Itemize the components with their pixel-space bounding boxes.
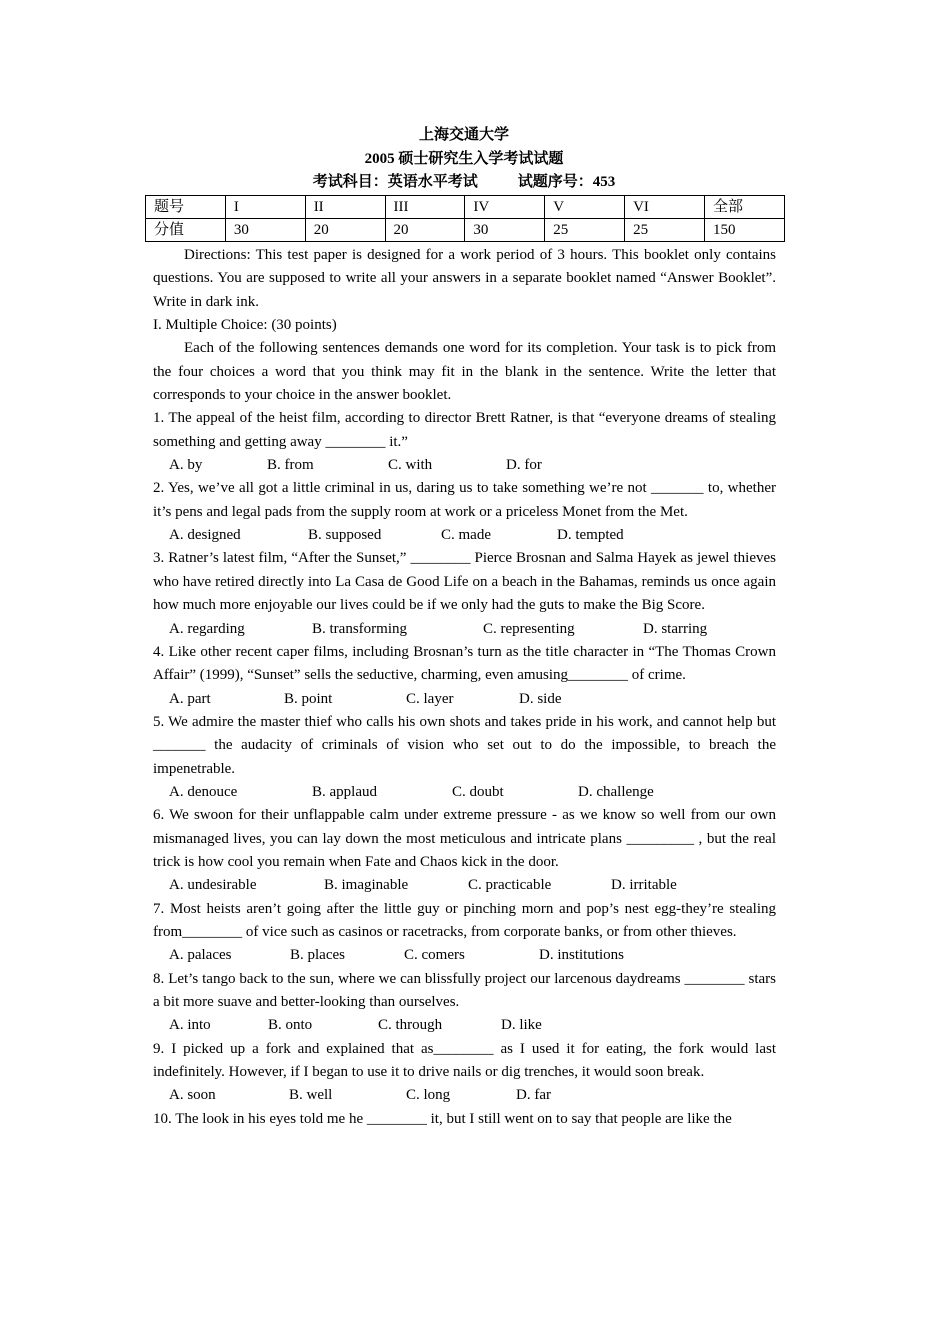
exam-serial: 试题序号：453 [517, 174, 616, 190]
option: C. with [388, 457, 433, 474]
exam-subject: 考试科目：英语水平考试 [312, 174, 478, 190]
question-8: 8. Let’s tango back to the sun, where we can blissfully project our larcenous daydreams ________ stars a bit more suave and better-looking than ourselves. [153, 970, 776, 1010]
option: C. long [406, 1087, 451, 1104]
options-7 [153, 944, 776, 967]
options-1 [153, 454, 776, 477]
option: B. transforming [312, 620, 407, 637]
question-6: 6. We swoon for their unflappable calm under extreme pressure - as we know so well from our own mismanaged lives, you can lay down the most meticulous and intricate plans _________ , but the real trick is how cool you remain when Fate and Chaos kick in the door. [153, 807, 776, 870]
table-cell: 分值 [146, 219, 226, 242]
option: D. for [506, 457, 542, 474]
score-table-value-row [146, 219, 785, 242]
table-cell: 题号 [146, 196, 226, 219]
question-3: 3. Ratner’s latest film, “After the Sunset,” ________ Pierce Brosnan and Salma Hayek as jewel thieves who have retired directly into La Casa de Good Life on a beach in the Bahamas, reminds us once again how much more enjoyable our lives could be if we only had the guts to make the Big Score. [153, 550, 776, 614]
table-cell: 25 [545, 219, 625, 242]
option: A. palaces [169, 947, 232, 964]
option: B. from [267, 457, 314, 474]
table-cell: 25 [625, 219, 705, 242]
option: D. starring [643, 620, 708, 637]
exam-subject-line [0, 171, 928, 194]
option: C. made [441, 527, 491, 544]
option: A. soon [169, 1087, 216, 1104]
table-cell: VI [625, 196, 705, 219]
option: C. through [378, 1017, 443, 1034]
option: D. far [516, 1087, 551, 1104]
option: B. point [284, 690, 333, 707]
option: A. into [169, 1017, 211, 1034]
university-name: 上海交通大学 [418, 127, 509, 143]
option: B. places [290, 947, 345, 964]
table-cell: 全部 [704, 196, 784, 219]
option: B. applaud [312, 783, 377, 800]
table-cell: III [385, 196, 465, 219]
options-4 [153, 688, 776, 711]
option: D. irritable [611, 877, 677, 894]
option: C. representing [483, 620, 575, 637]
options-6 [153, 874, 776, 897]
table-cell: II [305, 196, 385, 219]
question-1: 1. The appeal of the heist film, according to director Brett Ratner, is that “everyone dreams of stealing something and getting away ________ it.” [153, 410, 776, 450]
option: C. practicable [468, 877, 552, 894]
exam-body [153, 244, 776, 1131]
table-cell: 20 [385, 219, 465, 242]
table-cell: IV [465, 196, 545, 219]
table-cell: V [545, 196, 625, 219]
option: D. challenge [578, 783, 654, 800]
table-cell: 20 [305, 219, 385, 242]
option: A. part [169, 690, 211, 707]
question-5: 5. We admire the master thief who calls his own shots and takes pride in his work, and cannot help but _______ the audacity of criminals of vision who set out to do the impossible, to breach the impenetrable. [153, 713, 776, 777]
option: A. undesirable [169, 877, 257, 894]
options-5 [153, 781, 776, 804]
options-3 [153, 618, 776, 641]
option: A. designed [169, 527, 241, 544]
option: B. onto [268, 1017, 313, 1034]
table-cell: I [225, 196, 305, 219]
options-9 [153, 1084, 776, 1107]
option: A. denouce [169, 783, 238, 800]
question-2: 2. Yes, we’ve all got a little criminal in us, daring us to take something we’re not _______ to, whether it’s pens and legal pads from the supply room at work or a priceless Monet from the Met. [153, 480, 776, 520]
option: C. comers [404, 947, 465, 964]
table-cell: 30 [225, 219, 305, 242]
options-2 [153, 524, 776, 547]
option: D. tempted [557, 527, 624, 544]
table-cell: 30 [465, 219, 545, 242]
exam-title: 2005 硕士研究生入学考试试题 [364, 151, 564, 167]
option: A. regarding [169, 620, 245, 637]
options-8 [153, 1014, 776, 1037]
option: D. institutions [539, 947, 625, 964]
option: B. imaginable [324, 877, 409, 894]
score-table [145, 195, 785, 242]
score-table-header-row [146, 196, 785, 219]
directions-paragraph: Directions: This test paper is designed for a work period of 3 hours. This booklet only contains questions. You are supposed to write all your answers in a separate booklet named “Answer Booklet”. Write in dark ink. [153, 247, 776, 310]
question-9: 9. I picked up a fork and explained that as________ as I used it for eating, the fork would last indefinitely. However, if I began to use it to drive nails or dig trenches, it would soon break. [153, 1040, 776, 1081]
section-instructions: Each of the following sentences demands one word for its completion. Your task is to pick from the four choices a word that you think may fit in the blank in the sentence. Write the letter that corresponds to your choice in the answer booklet. [153, 340, 776, 404]
section-title: I. Multiple Choice: (30 points) [153, 317, 337, 334]
option: B. supposed [308, 527, 382, 544]
question-7: 7. Most heists aren’t going after the little guy or pinching morn and pop’s nest egg-they’re stealing from________ of vice such as casinos or racetracks, from corporate banks, or from other thieves. [153, 900, 776, 940]
table-cell: 150 [704, 219, 784, 242]
option: A. by [169, 457, 203, 474]
option: B. well [289, 1087, 333, 1104]
option: D. side [519, 690, 562, 707]
question-10: 10. The look in his eyes told me he ________ it, but I still went on to say that people are like the [153, 1110, 732, 1127]
option: D. like [501, 1017, 542, 1034]
option: C. doubt [452, 783, 504, 800]
question-4: 4. Like other recent caper films, including Brosnan’s turn as the title character in “The Thomas Crown Affair” (1999), “Sunset” sells the seductive, charming, even amusing________ of crime. [153, 643, 776, 684]
option: C. layer [406, 690, 454, 707]
